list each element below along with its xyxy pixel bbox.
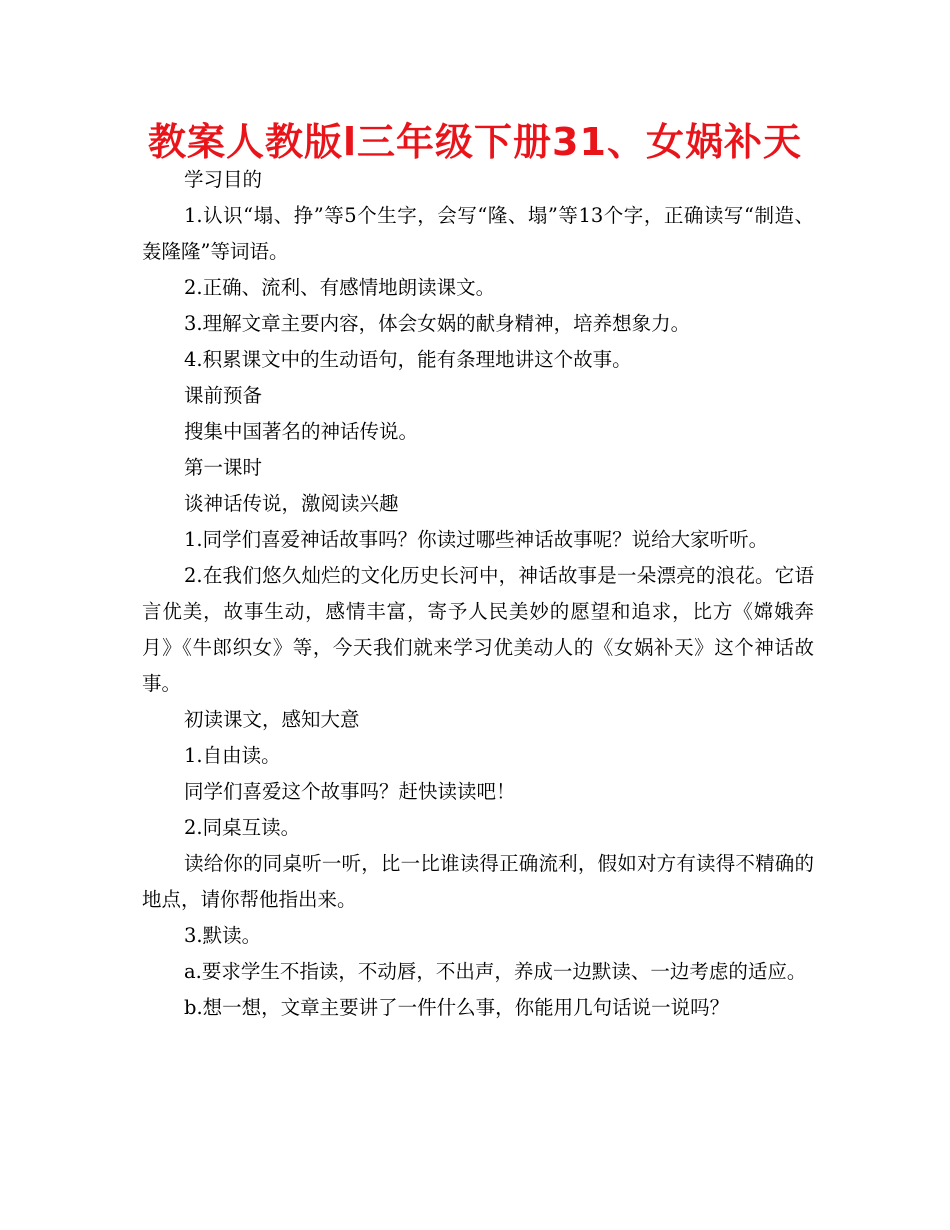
- reading-step-3-a: a.要求学生不指读，不动唇，不出声，养成一边默读、一边考虑的适应。: [184, 960, 807, 983]
- goal-item-1: 1.认识“塌、挣”等5个生字，会写“隆、塌”等13个字，正确读写“制造、轰隆隆”等词语。: [142, 204, 814, 263]
- reading-step-2: 2.同桌互读。: [184, 816, 301, 839]
- subsection-heading-myth-talk: 谈神话传说，激阅读兴趣: [184, 492, 399, 515]
- reading-step-1: 1.自由读。: [184, 744, 281, 767]
- goal-item-2: 2.正确、流利、有感情地朗读课文。: [184, 276, 496, 299]
- reading-step-2-text: 读给你的同桌听一听，比一比谁读得正确流利，假如对方有读得不精确的地点，请你帮他指出来。: [142, 852, 814, 911]
- goal-item-3: 3.理解文章主要内容，体会女娲的献身精神，培养想象力。: [184, 312, 691, 335]
- document-body: [142, 162, 814, 1026]
- section-heading-first-lesson: 第一课时: [184, 456, 263, 479]
- reading-step-3: 3.默读。: [184, 924, 262, 947]
- myth-talk-item-2: 2.在我们悠久灿烂的文化历史长河中，神话故事是一朵漂亮的浪花。它语言优美，故事生动，感情丰富，寄予人民美妙的愿望和追求，比方《嫦娥奔月》《牛郎织女》等，今天我们就来学习优美动人的《女娲补天》这个神话故事。: [142, 564, 814, 695]
- subsection-heading-first-reading: 初读课文，感知大意: [184, 708, 360, 731]
- myth-talk-item-1: 1.同学们喜爱神话故事吗？你读过哪些神话故事呢？说给大家听听。: [184, 528, 769, 551]
- section-heading-learning-goals: 学习目的: [184, 168, 263, 191]
- preparation-text: 搜集中国著名的神话传说。: [184, 420, 419, 443]
- reading-step-1-text: 同学们喜爱这个故事吗？赶快读读吧！: [184, 780, 516, 803]
- goal-item-4: 4.积累课文中的生动语句，能有条理地讲这个故事。: [184, 348, 632, 371]
- reading-step-3-b: b.想一想，文章主要讲了一件什么事，你能用几句话说一说吗？: [184, 996, 730, 1019]
- section-heading-preparation: 课前预备: [184, 384, 263, 407]
- document-title: 教案人教版l三年级下册31、女娲补天: [148, 120, 802, 164]
